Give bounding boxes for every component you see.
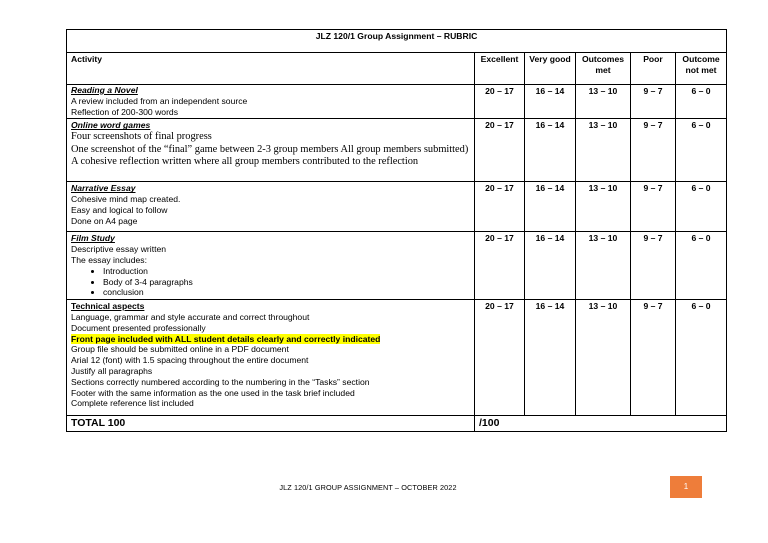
- criteria-line: Footer with the same information as the one used in the task brief included: [71, 387, 355, 398]
- header-outcome-not-met: Outcome not met: [676, 53, 727, 85]
- score-outcomes-met: 13 – 10: [576, 300, 631, 416]
- section-heading: Reading a Novel: [71, 85, 138, 95]
- header-outcomes-met: Outcomes met: [576, 53, 631, 85]
- title-row: [67, 30, 727, 53]
- score-outcome-not-met: 6 – 0: [676, 182, 727, 232]
- table-row: [67, 85, 727, 119]
- score-excellent: 20 – 17: [475, 119, 525, 182]
- score-excellent: 20 – 17: [475, 85, 525, 119]
- score-poor: 9 – 7: [631, 85, 676, 119]
- criteria-line: Document presented professionally: [71, 322, 206, 333]
- score-outcome-not-met: 6 – 0: [676, 119, 727, 182]
- header-poor: Poor: [631, 53, 676, 85]
- activity-cell: [67, 119, 475, 182]
- criteria-line-highlighted: [71, 334, 470, 345]
- header-excellent: Excellent: [475, 53, 525, 85]
- total-label: TOTAL 100: [67, 416, 475, 432]
- table-row: [67, 232, 727, 300]
- activity-cell: [67, 300, 475, 416]
- score-outcomes-met: 13 – 10: [576, 85, 631, 119]
- table-row: [67, 119, 727, 182]
- criteria-line: Justify all paragraphs: [71, 365, 153, 376]
- criteria-line: Arial 12 (font) with 1.5 spacing throughout the entire document: [71, 355, 309, 366]
- criteria-line: One screenshot of the “final” game between 2-3 group members All group members submitted): [71, 143, 469, 155]
- score-excellent: 20 – 17: [475, 300, 525, 416]
- score-outcomes-met: 13 – 10: [576, 232, 631, 300]
- section-heading: Technical aspects: [71, 301, 145, 312]
- header-very-good: Very good: [525, 53, 576, 85]
- rubric-table: [66, 29, 727, 432]
- score-excellent: 20 – 17: [475, 182, 525, 232]
- page-footer: JLZ 120/1 GROUP ASSIGNMENT – OCTOBER 2022: [279, 483, 457, 492]
- total-value: /100: [475, 416, 727, 432]
- criteria-line: Easy and logical to follow: [71, 204, 168, 215]
- total-row: [67, 416, 727, 432]
- section-heading: Film Study: [71, 233, 115, 244]
- header-row: [67, 53, 727, 85]
- header-activity: Activity: [67, 53, 475, 85]
- activity-cell: [67, 182, 475, 232]
- activity-cell: [67, 85, 475, 119]
- score-very-good: 16 – 14: [525, 85, 576, 119]
- bullet-list: [71, 266, 470, 298]
- score-very-good: 16 – 14: [525, 300, 576, 416]
- page-number-badge: 1: [670, 476, 702, 498]
- score-poor: 9 – 7: [631, 232, 676, 300]
- score-outcome-not-met: 6 – 0: [676, 232, 727, 300]
- highlighted-text: Front page included with ALL student details clearly and correctly indicated: [71, 333, 381, 344]
- score-outcome-not-met: 6 – 0: [676, 85, 727, 119]
- score-outcomes-met: 13 – 10: [576, 119, 631, 182]
- section-heading: Online word games: [71, 120, 151, 131]
- criteria-line: Complete reference list included: [71, 398, 194, 409]
- score-outcomes-met: 13 – 10: [576, 182, 631, 232]
- activity-cell: [67, 232, 475, 300]
- score-poor: 9 – 7: [631, 300, 676, 416]
- criteria-line: A cohesive reflection written where all group members contributed to the reflection: [71, 156, 419, 167]
- criteria-line: Language, grammar and style accurate and correct throughout: [71, 311, 310, 322]
- criteria-line: A review included from an independent source: [71, 95, 248, 106]
- score-poor: 9 – 7: [631, 182, 676, 232]
- criteria-line: Four screenshots of final progress: [71, 131, 212, 143]
- score-very-good: 16 – 14: [525, 182, 576, 232]
- list-item: • Introduction: [103, 266, 470, 277]
- section-heading: Narrative Essay: [71, 183, 136, 194]
- criteria-line: The essay includes:: [71, 254, 147, 265]
- criteria-line: Sections correctly numbered according to the numbering in the “Tasks” section: [71, 376, 370, 387]
- criteria-line: Reflection of 200-300 words: [71, 106, 179, 117]
- score-very-good: 16 – 14: [525, 232, 576, 300]
- rubric-title: JLZ 120/1 Group Assignment – RUBRIC: [67, 30, 727, 53]
- table-row: [67, 300, 727, 416]
- criteria-line: Group file should be submitted online in a PDF document: [71, 344, 289, 355]
- table-row: [67, 182, 727, 232]
- score-poor: 9 – 7: [631, 119, 676, 182]
- list-item: • conclusion: [103, 287, 470, 298]
- score-outcome-not-met: 6 – 0: [676, 300, 727, 416]
- list-item: • Body of 3-4 paragraphs: [103, 277, 470, 288]
- score-excellent: 20 – 17: [475, 232, 525, 300]
- score-very-good: 16 – 14: [525, 119, 576, 182]
- criteria-line: Done on A4 page: [71, 215, 138, 226]
- criteria-line: Cohesive mind map created.: [71, 194, 181, 205]
- criteria-line: Descriptive essay written: [71, 244, 167, 255]
